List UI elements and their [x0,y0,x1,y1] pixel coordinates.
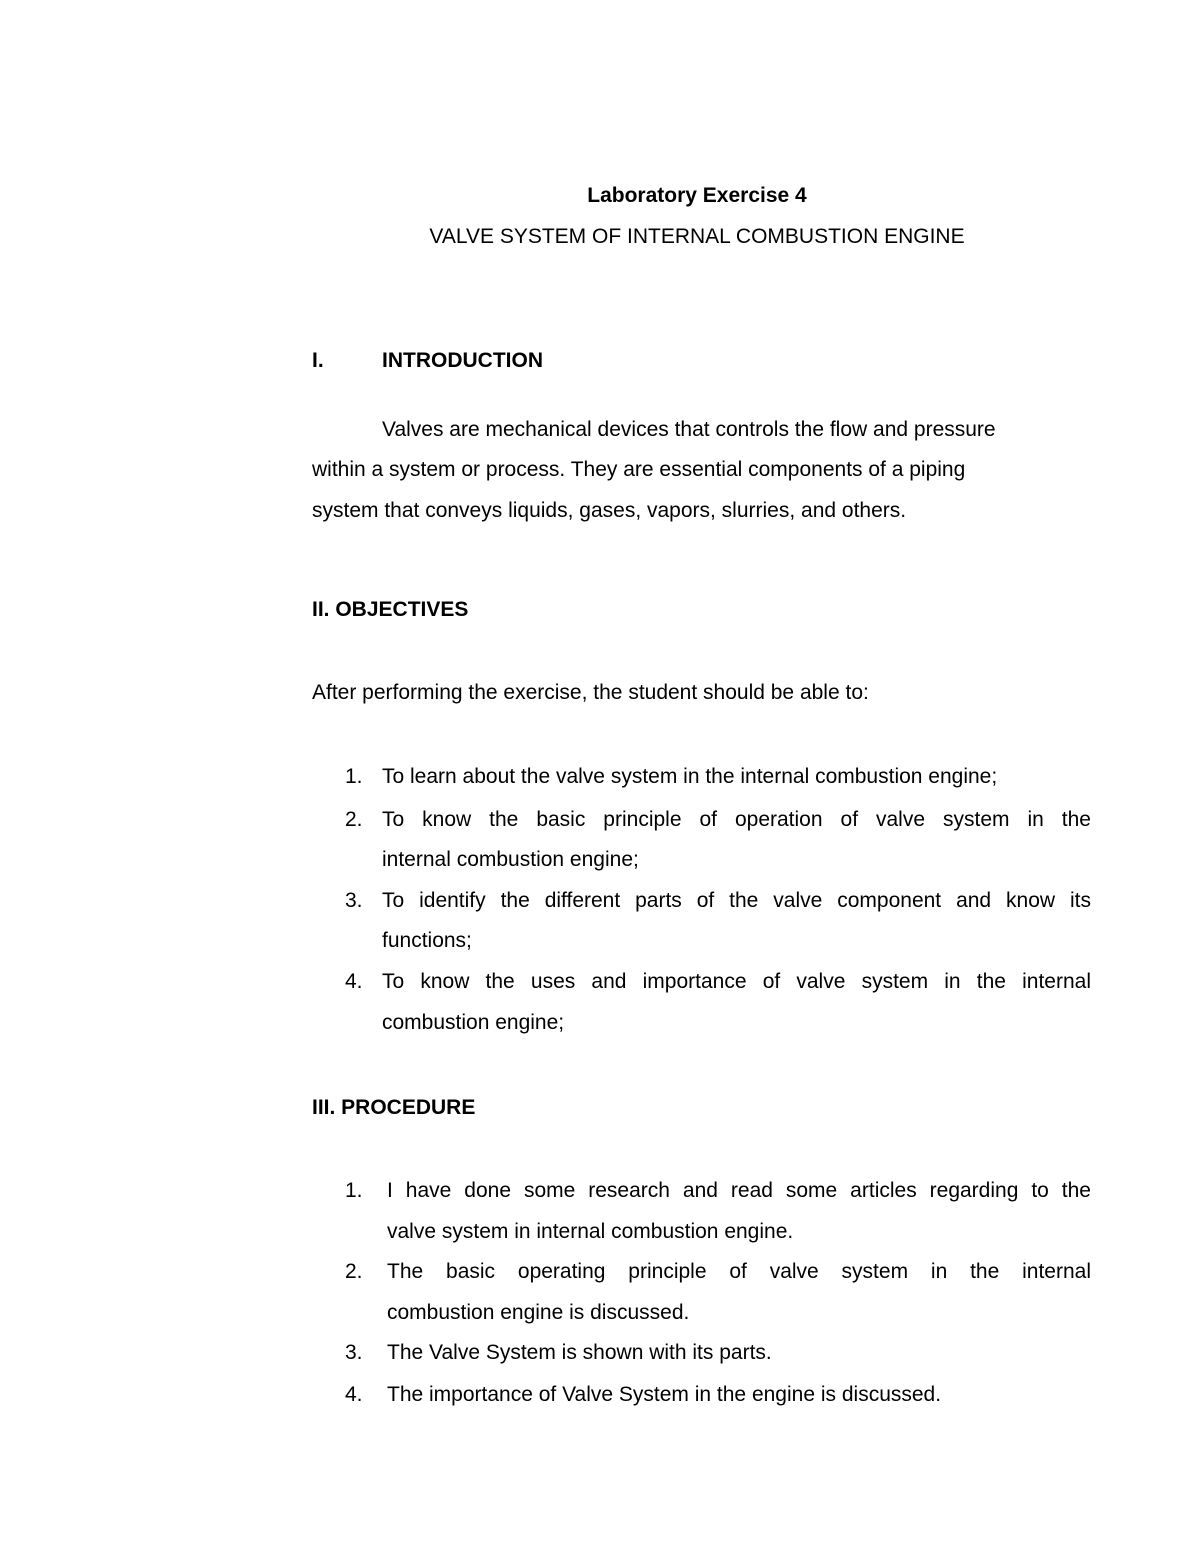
procedure-number: 2. [345,1260,363,1283]
procedure-number: 4. [345,1383,363,1406]
objective-text: To identify the different parts of the valve component and know its [382,889,1091,912]
introduction-numeral: I. [312,349,324,372]
objective-text: To know the uses and importance of valve system in the internal [382,970,1091,993]
objective-text: combustion engine; [382,1011,565,1034]
introduction-paragraph-line: Valves are mechanical devices that controls the flow and pressure [382,418,996,441]
objective-number: 4. [345,970,363,993]
document-title: Laboratory Exercise 4 [587,184,807,207]
introduction-paragraph-line: system that conveys liquids, gases, vapors, slurries, and others. [312,499,907,522]
introduction-heading: INTRODUCTION [382,349,543,372]
procedure-text: The basic operating principle of valve system in the internal [387,1260,1091,1283]
procedure-heading: III. PROCEDURE [312,1096,476,1119]
objective-number: 3. [345,889,363,912]
procedure-text: combustion engine is discussed. [387,1301,690,1324]
procedure-text: I have done some research and read some articles regarding to the [387,1179,1091,1202]
objective-number: 2. [345,808,363,831]
objectives-heading: II. OBJECTIVES [312,598,469,621]
objective-text: To learn about the valve system in the internal combustion engine; [382,765,998,788]
document-subtitle: VALVE SYSTEM OF INTERNAL COMBUSTION ENGINE [429,225,965,248]
procedure-text: valve system in internal combustion engine. [387,1220,794,1243]
objective-text: To know the basic principle of operation of valve system in the [382,808,1091,831]
objective-text: functions; [382,929,472,952]
objective-number: 1. [345,765,363,788]
procedure-text: The importance of Valve System in the engine is discussed. [387,1383,942,1406]
objective-text: internal combustion engine; [382,848,639,871]
introduction-paragraph-line: within a system or process. They are essential components of a piping [312,458,966,481]
procedure-number: 1. [345,1179,363,1202]
procedure-text: The Valve System is shown with its parts. [387,1341,772,1364]
objectives-lead: After performing the exercise, the student should be able to: [312,681,869,704]
procedure-number: 3. [345,1341,363,1364]
